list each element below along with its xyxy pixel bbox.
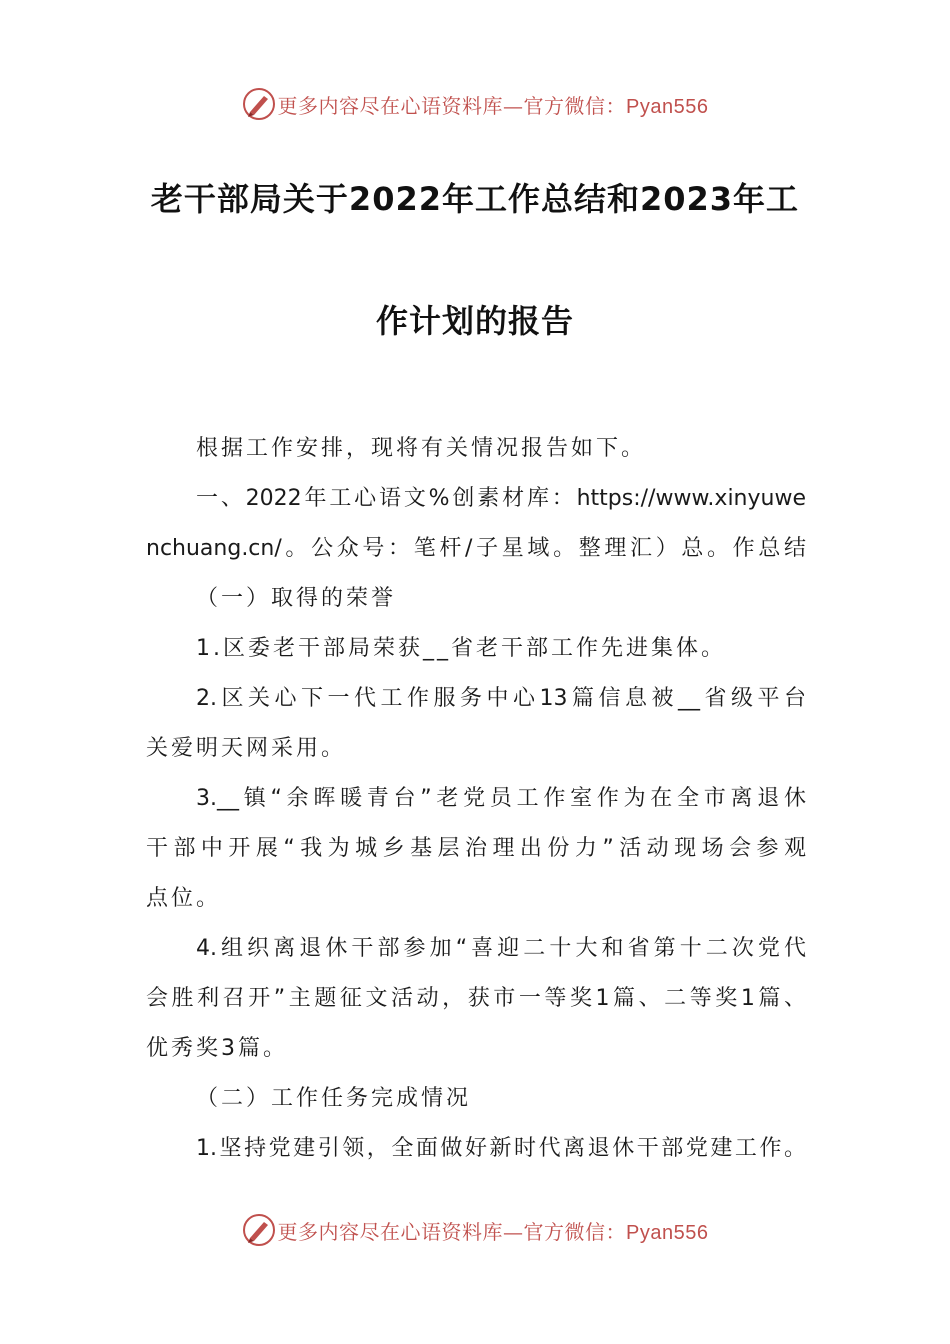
paragraph-line: 会胜利召开”主题征文活动，获市一等奖1篇、二等奖1篇、 xyxy=(146,986,806,1011)
footer-watermark-banner xyxy=(0,1210,950,1250)
section-heading: （二）工作任务完成情况 xyxy=(196,1086,472,1111)
banner-text: 更多内容尽在心语资料库—官方微信：Pyan556 xyxy=(277,93,709,118)
paragraph-line: 3.__镇“余晖暖青台”老党员工作室作为在全市离退休 xyxy=(196,786,806,811)
paragraph-line: 1.区委老干部局荣获__省老干部工作先进集体。 xyxy=(196,636,726,661)
paragraph-line: nchuang.cn/。公众号：笔杆/子星域。整理汇）总。作总结 xyxy=(146,536,806,561)
document-title-line-2: 作计划的报告 xyxy=(375,302,574,340)
document-title-line-1: 老干部局关于2022年工作总结和2023年工 xyxy=(150,180,800,218)
pen-logo-icon xyxy=(242,87,276,121)
paragraph-line: 关爱明天网采用。 xyxy=(146,736,347,761)
paragraph-line: 优秀奖3篇。 xyxy=(146,1036,288,1061)
paragraph-line: 一、2022年工心语文%创素材库：https://www.xinyuwe xyxy=(196,486,806,511)
paragraph-line: 2.区关心下一代工作服务中心13篇信息被__省级平台 xyxy=(196,686,806,711)
paragraph-line: 1.坚持党建引领，全面做好新时代离退休干部党建工作。 xyxy=(196,1136,806,1161)
header-watermark-banner xyxy=(0,84,950,124)
paragraph-line: 干部中开展“我为城乡基层治理出份力”活动现场会参观 xyxy=(146,836,806,861)
pen-logo-icon xyxy=(242,1213,276,1247)
paragraph-line: 点位。 xyxy=(146,886,222,911)
paragraph-line: 根据工作安排，现将有关情况报告如下。 xyxy=(196,436,647,461)
banner-text: 更多内容尽在心语资料库—官方微信：Pyan556 xyxy=(277,1219,709,1244)
section-heading: （一）取得的荣誉 xyxy=(196,586,397,611)
paragraph-line: 4.组织离退休干部参加“喜迎二十大和省第十二次党代 xyxy=(196,936,806,961)
